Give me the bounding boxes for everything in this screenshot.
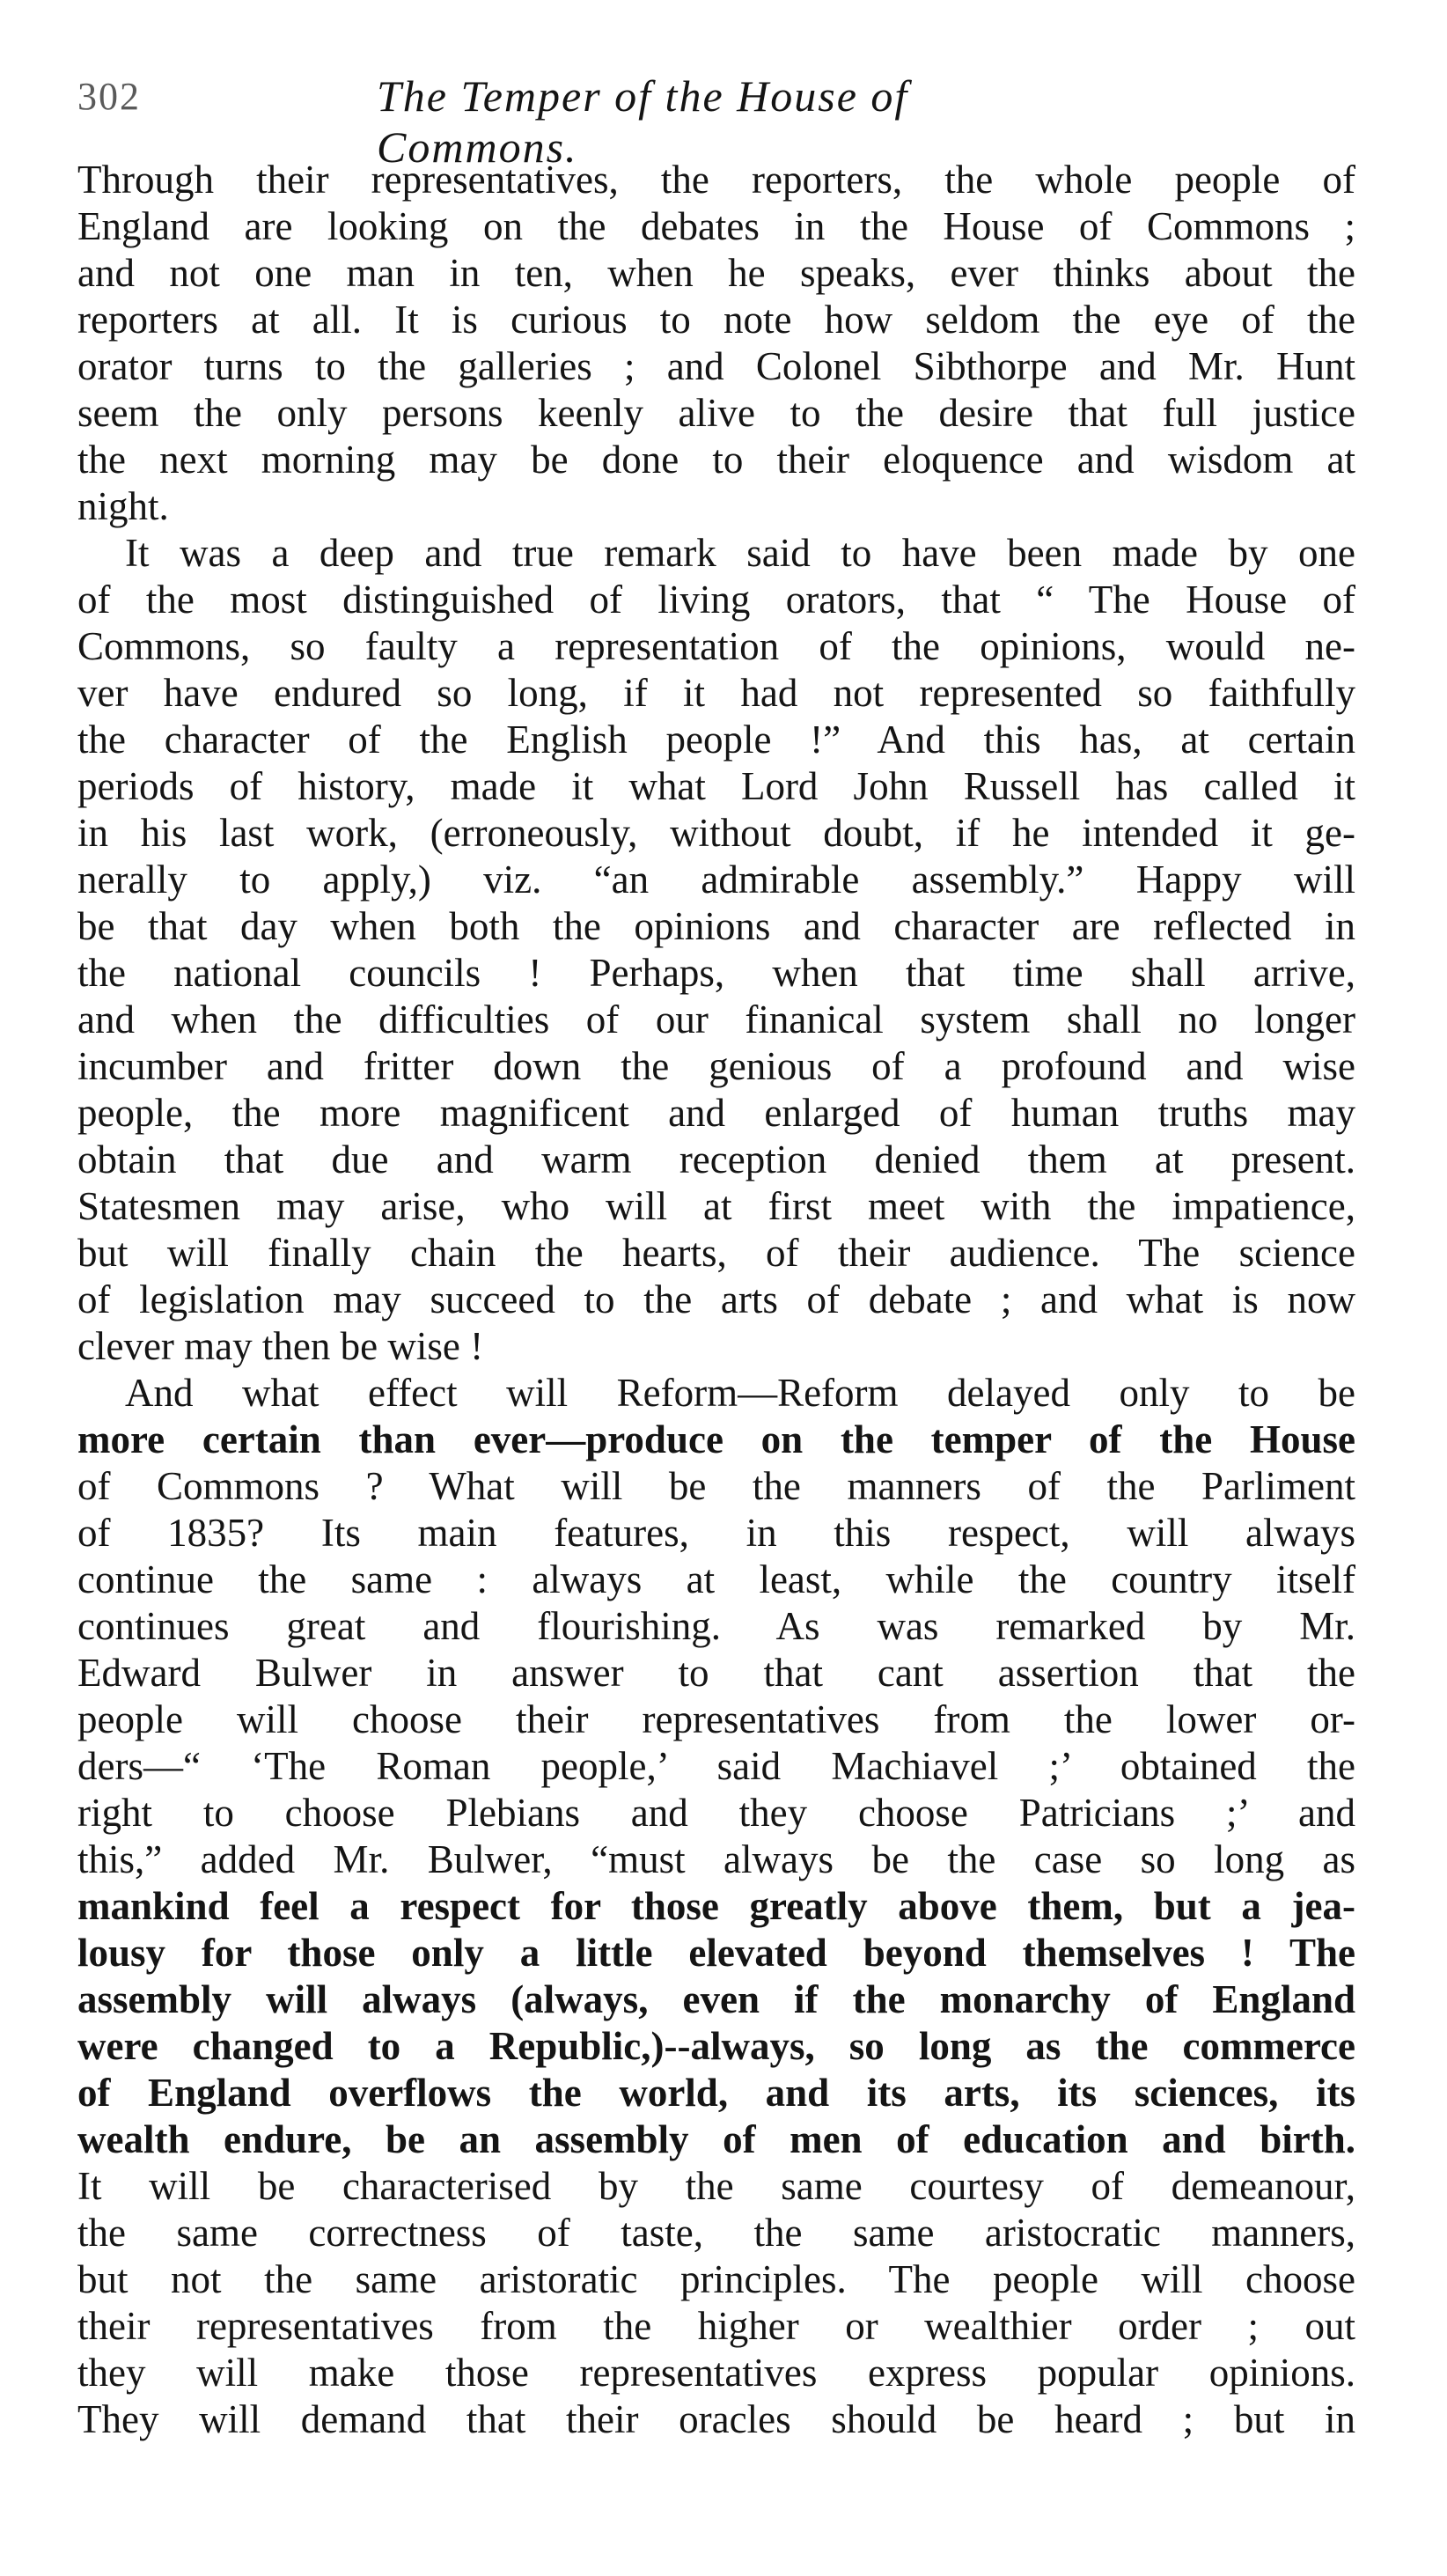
text-line: but will finally chain the hearts, of their audience. The science [77, 1231, 1355, 1275]
text-line: ders—“ ‘The Roman people,’ said Machiavel ;’ obtained the [77, 1744, 1355, 1788]
text-line: Statesmen may arise, who will at first meet with the impatience, [77, 1184, 1355, 1228]
text-line: And what effect will Reform—Reform delayed only to be [125, 1371, 1355, 1415]
text-line: more certain than ever—produce on the temper of the House [77, 1417, 1355, 1461]
text-line: incumber and fritter down the genious of a profound and wise [77, 1044, 1355, 1088]
text-line: their representatives from the higher or wealthier order ; out [77, 2304, 1355, 2348]
paragraph-character [77, 530, 1355, 1370]
text-line: obtain that due and warm reception denied them at present. [77, 1137, 1355, 1181]
running-title: The Temper of the House of Commons. [377, 71, 909, 172]
text-line: the character of the English people !” And this has, at certain [77, 718, 1355, 762]
paragraph-reform [77, 1370, 1355, 2443]
text-line: people will choose their representatives from the lower or- [77, 1697, 1355, 1741]
text-line: but not the same aristoratic principles. The people will choose [77, 2257, 1355, 2301]
text-line: wealth endure, be an assembly of men of education and birth. [77, 2117, 1355, 2161]
text-line: of the most distinguished of living orators, that “ The House of [77, 578, 1355, 622]
text-line: be that day when both the opinions and character are reflected in [77, 904, 1355, 948]
text-line: people, the more magnificent and enlarged of human truths may [77, 1091, 1355, 1135]
text-line: and not one man in ten, when he speaks, ever thinks about the [77, 251, 1355, 295]
text-line: Commons, so faulty a representation of the opinions, would ne- [77, 624, 1355, 668]
text-line: periods of history, made it what Lord John Russell has called it [77, 764, 1355, 808]
text-line: reporters at all. It is curious to note how seldom the eye of the [77, 298, 1355, 342]
page-number: 302 [77, 75, 141, 118]
running-head [77, 70, 1098, 172]
text-line: ver have endured so long, if it had not represented so faithfully [77, 671, 1355, 715]
text-line: they will make those representatives express popular opinions. [77, 2351, 1355, 2395]
text-line: this,” added Mr. Bulwer, “must always be the case so long as [77, 1837, 1355, 1881]
text-line: Edward Bulwer in answer to that cant assertion that the [77, 1651, 1355, 1695]
text-line: of England overflows the world, and its arts, its sciences, its [77, 2071, 1355, 2115]
text-line: England are looking on the debates in the House of Commons ; [77, 204, 1355, 248]
text-line: the next morning may be done to their eloquence and wisdom at [77, 438, 1355, 482]
text-line: assembly will always (always, even if the monarchy of England [77, 1977, 1355, 2021]
text-line: continues great and flourishing. As was remarked by Mr. [77, 1604, 1355, 1648]
text-line: of legislation may succeed to the arts of debate ; and what is now [77, 1277, 1355, 1321]
text-line: They will demand that their oracles should be heard ; but in [77, 2397, 1355, 2441]
text-line: It was a deep and true remark said to have been made by one [125, 531, 1355, 575]
paragraph-reporters [77, 157, 1355, 530]
body-text [77, 157, 1355, 2443]
text-line: the same correctness of taste, the same aristocratic manners, [77, 2211, 1355, 2255]
text-line: the national councils ! Perhaps, when that time shall arrive, [77, 951, 1355, 995]
text-line: Through their representatives, the reporters, the whole people of [77, 158, 1355, 202]
text-line: mankind feel a respect for those greatly above them, but a jea- [77, 1884, 1355, 1928]
text-line: of 1835? Its main features, in this respect, will always [77, 1511, 1355, 1555]
text-line: continue the same : always at least, while the country itself [77, 1557, 1355, 1601]
text-line: in his last work, (erroneously, without doubt, if he intended it ge- [77, 811, 1355, 855]
text-line: seem the only persons keenly alive to the desire that full justice [77, 391, 1355, 435]
text-line: right to choose Plebians and they choose Patricians ;’ and [77, 1791, 1355, 1835]
text-line: were changed to a Republic,)--always, so long as the commerce [77, 2024, 1355, 2068]
text-line: It will be characterised by the same courtesy of demeanour, [77, 2164, 1355, 2208]
text-line: clever may then be wise ! [77, 1324, 484, 1368]
text-line: of Commons ? What will be the manners of the Parliment [77, 1464, 1355, 1508]
text-line: orator turns to the galleries ; and Colonel Sibthorpe and Mr. Hunt [77, 344, 1355, 388]
text-line: and when the difficulties of our finanical system shall no longer [77, 997, 1355, 1041]
text-line: night. [77, 484, 169, 528]
text-line: lousy for those only a little elevated beyond themselves ! The [77, 1931, 1355, 1975]
text-line: nerally to apply,) viz. “an admirable assembly.” Happy will [77, 857, 1355, 902]
